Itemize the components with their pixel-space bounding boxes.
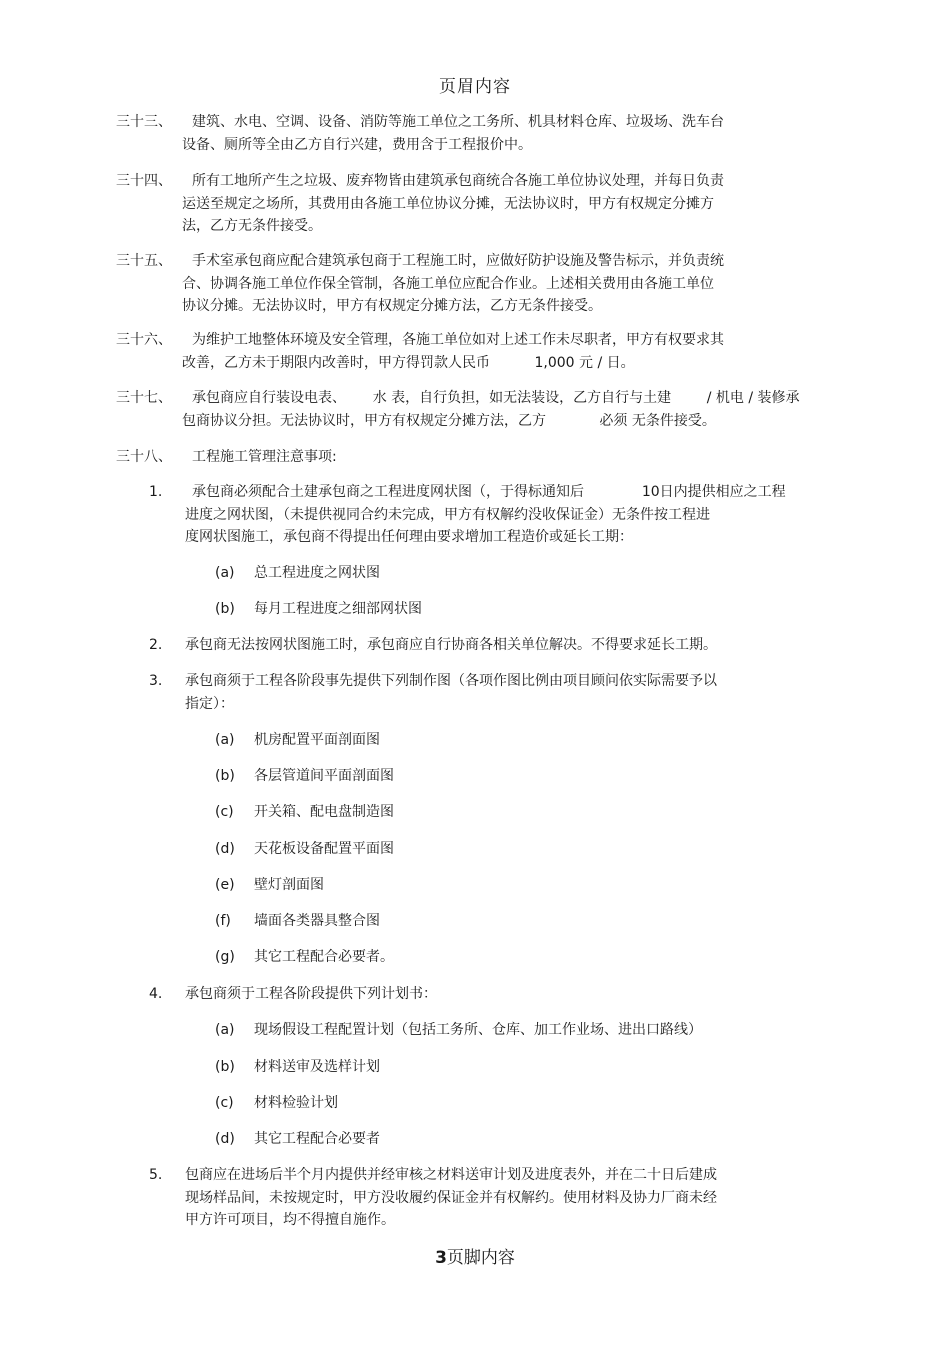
sub-item-text: 墙面各类器具整合图 [254, 913, 380, 929]
sub-item-text: 各层管道间平面剖面图 [254, 768, 394, 784]
sub-item-tag: (d) [215, 1131, 235, 1147]
clause-label: 三十六、 [116, 332, 172, 348]
clause-text-line: 改善，乙方未于期限内改善时，甲方得罚款人民币 1,000 元 / 日。 [182, 354, 635, 371]
sub-item-text: 天花板设备配置平面图 [254, 841, 394, 857]
clause-text-line: 承包商应自行装设电表、 水 表，自行负担，如无法装设，乙方自行与土建 / 机电 / 装修承 [192, 390, 800, 406]
clause-text-line: 协议分摊。无法协议时，甲方有权规定分摊方法，乙方无条件接受。 [182, 298, 602, 314]
clause-text-line: 手术室承包商应配合建筑承包商于工程施工时，应做好防护设施及警告标示，并负责统 [192, 253, 724, 269]
item-number: 4. [149, 986, 163, 1002]
item-text-line: 现场样品间，未按规定时，甲方没收履约保证金并有权解约。使用材料及协力厂商未经 [185, 1189, 717, 1206]
clause-text-line: 所有工地所产生之垃圾、废弃物皆由建筑承包商统合各施工单位协议处理，并每日负责 [192, 173, 724, 189]
sub-item-tag: (e) [215, 877, 235, 893]
item-text-line: 承包商必须配合土建承包商之工程进度网状图（，于得标通知后 10日内提供相应之工程 [192, 484, 786, 500]
sub-item-text: 材料送审及选样计划 [254, 1059, 380, 1075]
item-text-line: 承包商无法按网状图施工时，承包商应自行协商各相关单位解决。不得要求延长工期。 [185, 637, 717, 653]
page-footer [0, 1243, 950, 1268]
sub-item-tag: (c) [215, 1095, 234, 1111]
sub-item-tag: (a) [215, 732, 235, 748]
clause-label: 三十七、 [116, 390, 172, 406]
sub-item-text: 总工程进度之网状图 [254, 565, 380, 581]
sub-item-text: 其它工程配合必要者 [254, 1131, 380, 1147]
clause-text-line: 为维护工地整体环境及安全管理，各施工单位如对上述工作未尽职者，甲方有权要求其 [192, 332, 724, 348]
sub-item-tag: (f) [215, 913, 231, 929]
sub-item-text: 材料检验计划 [254, 1095, 338, 1111]
item-text-line: 进度之网状图，（未提供视同合约未完成，甲方有权解约没收保证金）无条件按工程进 [185, 506, 710, 523]
sub-item-tag: (b) [215, 1059, 235, 1075]
sub-item-tag: (b) [215, 768, 235, 784]
sub-item-tag: (c) [215, 804, 234, 820]
sub-item-tag: (d) [215, 841, 235, 857]
sub-item-tag: (g) [215, 949, 235, 965]
item-number: 5. [149, 1167, 163, 1183]
item-text-line: 包商应在进场后半个月内提供并经审核之材料送审计划及进度表外，并在二十日后建成 [185, 1167, 717, 1183]
sub-item-text: 其它工程配合必要者。 [254, 949, 394, 965]
sub-item-tag: (b) [215, 601, 235, 617]
clause-text-line: 包商协议分担。无法协议时，甲方有权规定分摊方法，乙方 必须 无条件接受。 [182, 412, 716, 429]
item-text-line: 承包商须于工程各阶段事先提供下列制作图（各项作图比例由项目顾问依实际需要予以 [185, 673, 717, 689]
clause-text-line: 建筑、水电、空调、设备、消防等施工单位之工务所、机具材料仓库、垃圾场、洗车台 [192, 114, 724, 130]
clause-label: 三十四、 [116, 173, 172, 189]
sub-item-tag: (a) [215, 565, 235, 581]
sub-item-tag: (a) [215, 1022, 235, 1038]
clause-text-line: 工程施工管理注意事项: [192, 449, 337, 465]
item-text-line: 指定）： [185, 695, 234, 712]
item-text-line: 承包商须于工程各阶段提供下列计划书： [185, 986, 437, 1002]
sub-item-text: 机房配置平面剖面图 [254, 732, 380, 748]
sub-item-text: 每月工程进度之细部网状图 [254, 601, 422, 617]
clause-label: 三十八、 [116, 449, 172, 465]
sub-item-text: 现场假设工程配置计划（包括工务所、仓库、加工作业场、进出口路线） [254, 1022, 702, 1038]
clause-text-line: 运送至规定之场所，其费用由各施工单位协议分摊，无法协议时，甲方有权规定分摊方 [182, 195, 714, 212]
item-number: 2. [149, 637, 163, 653]
item-number: 3. [149, 673, 163, 689]
clause-text-line: 合、协调各施工单位作保全管制，各施工单位应配合作业。上述相关费用由各施工单位 [182, 275, 714, 292]
clause-text-line: 设备、厕所等全由乙方自行兴建，费用含于工程报价中。 [182, 136, 532, 153]
item-number: 1. [149, 484, 163, 500]
clause-label: 三十三、 [116, 114, 172, 130]
clause-text-line: 法，乙方无条件接受。 [182, 218, 322, 234]
item-text-line: 度网状图施工，承包商不得提出任何理由要求增加工程造价或延长工期： [185, 529, 633, 545]
page-number: 3 [435, 1248, 447, 1268]
item-text-line: 甲方许可项目，均不得擅自施作。 [185, 1212, 395, 1228]
footer-text: 页脚内容 [446, 1248, 515, 1268]
sub-item-text: 壁灯剖面图 [254, 877, 324, 893]
clause-label: 三十五、 [116, 253, 172, 269]
page-header: 页眉内容 [439, 77, 511, 97]
sub-item-text: 开关箱、配电盘制造图 [254, 804, 394, 820]
